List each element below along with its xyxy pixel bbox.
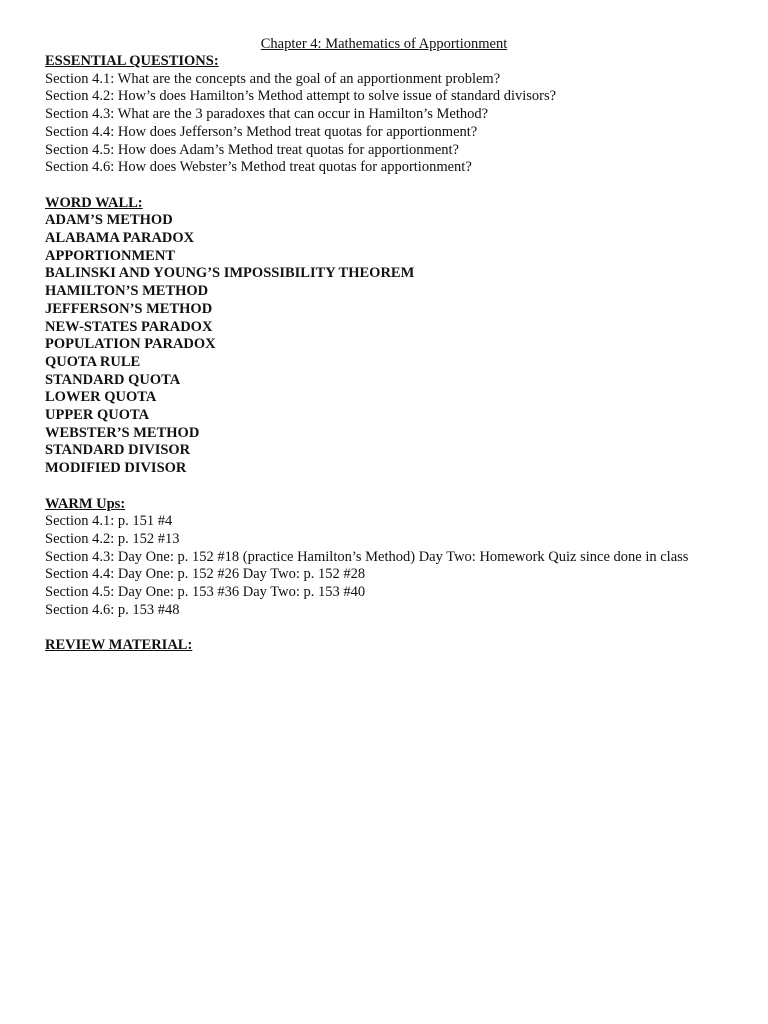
word-wall-term: MODIFIED DIVISOR	[45, 460, 187, 477]
word-wall-term: UPPER QUOTA	[45, 407, 150, 424]
word-wall-heading: WORD WALL:	[45, 194, 143, 211]
warm-ups-section	[45, 496, 745, 620]
document-title: Chapter 4: Mathematics of Apportionment	[260, 36, 508, 52]
review-material-section	[45, 637, 745, 655]
warm-up-4-3: Section 4.3: Day One: p. 152 #18 (practice Hamilton’s Method) Day Two: Homework Quiz since done in class	[45, 548, 689, 565]
warm-up-4-6: Section 4.6: p. 153 #48	[45, 601, 180, 618]
essential-question-4-3: Section 4.3: What are the 3 paradoxes that can occur in Hamilton’s Method?	[45, 106, 489, 123]
essential-question-4-4: Section 4.4: How does Jefferson’s Method treat quotas for apportionment?	[45, 123, 478, 140]
word-wall-term: HAMILTON’S METHOD	[45, 283, 209, 300]
warm-up-4-4: Section 4.4: Day One: p. 152 #26 Day Two: p. 152 #28	[45, 566, 366, 583]
warm-up-4-2: Section 4.2: p. 152 #13	[45, 530, 180, 547]
essential-question-4-1: Section 4.1: What are the concepts and the goal of an apportionment problem?	[45, 70, 501, 87]
word-wall-term: JEFFERSON’S METHOD	[45, 300, 213, 317]
warm-ups-heading: WARM Ups:	[45, 495, 126, 512]
word-wall-term: BALINSKI AND YOUNG’S IMPOSSIBILITY THEOREM	[45, 265, 415, 282]
essential-questions-heading: ESSENTIAL QUESTIONS:	[45, 53, 219, 69]
word-wall-term: APPORTIONMENT	[45, 247, 175, 264]
section-spacer	[45, 478, 745, 496]
section-spacer	[45, 619, 745, 637]
essential-question-4-5: Section 4.5: How does Adam’s Method treat quotas for apportionment?	[45, 141, 459, 158]
word-wall-list	[45, 212, 745, 478]
document-body	[45, 53, 745, 655]
word-wall-section	[45, 195, 745, 478]
essential-questions-list	[45, 71, 745, 177]
review-material-heading: REVIEW MATERIAL:	[45, 637, 193, 654]
word-wall-term: QUOTA RULE	[45, 353, 141, 370]
word-wall-term: LOWER QUOTA	[45, 389, 157, 406]
essential-question-4-2: Section 4.2: How’s does Hamilton’s Method attempt to solve issue of standard divisors?	[45, 88, 557, 105]
warm-ups-list	[45, 513, 745, 619]
essential-questions-section	[45, 53, 745, 177]
word-wall-term: POPULATION PARADOX	[45, 336, 216, 353]
word-wall-term: ADAM’S METHOD	[45, 212, 173, 229]
word-wall-term: ALABAMA PARADOX	[45, 230, 195, 247]
word-wall-term: STANDARD QUOTA	[45, 371, 181, 388]
essential-question-4-6: Section 4.6: How does Webster’s Method treat quotas for apportionment?	[45, 159, 472, 176]
warm-up-4-5: Section 4.5: Day One: p. 153 #36 Day Two: p. 153 #40	[45, 584, 366, 601]
word-wall-term: NEW-STATES PARADOX	[45, 318, 213, 335]
warm-up-4-1: Section 4.1: p. 151 #4	[45, 513, 173, 530]
word-wall-term: WEBSTER’S METHOD	[45, 424, 200, 441]
section-spacer	[45, 177, 745, 195]
word-wall-term: STANDARD DIVISOR	[45, 442, 191, 459]
